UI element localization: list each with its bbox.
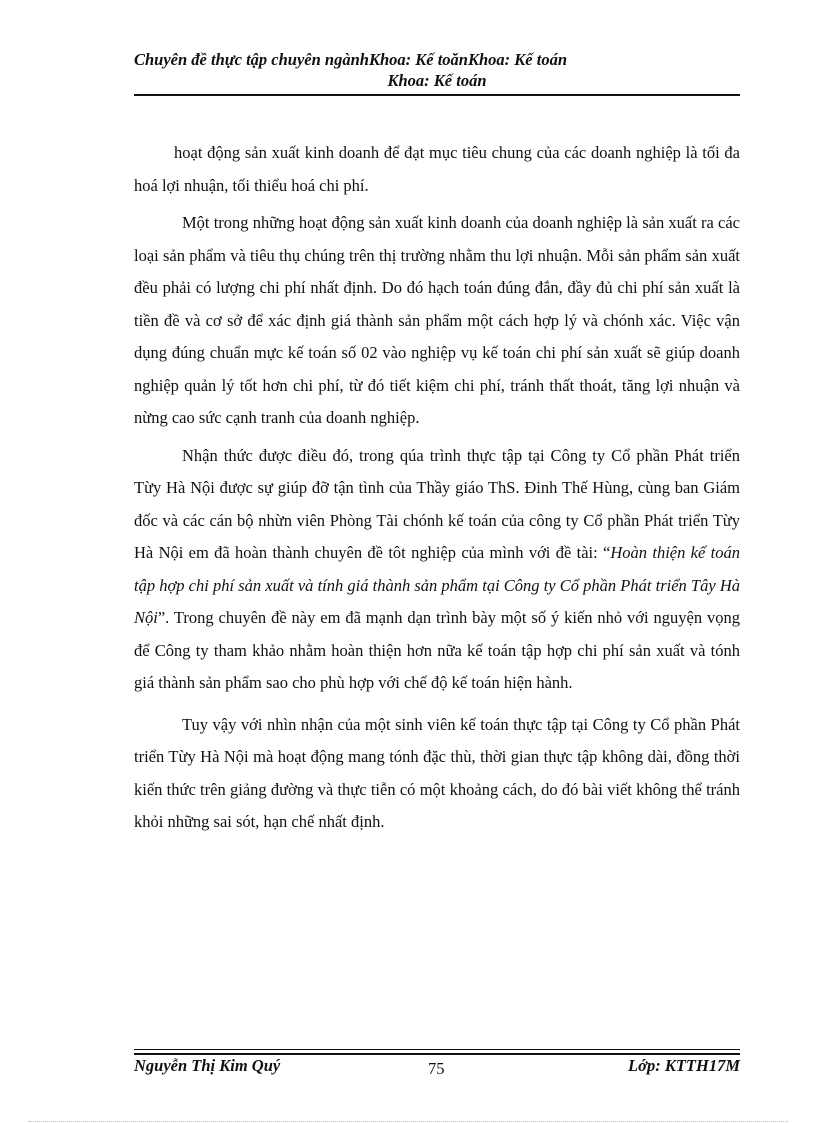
paragraph-3-text-end: ”. Trong chuyên đề này em đã mạnh dạn trình bày một số ý kiến nhỏ với nguyện vọng để Công ty tham khảo nhằm hoàn thiện hơn nữa kế toán tập hợp chi phí sản xuất và tónh giá thành sản phẩm sao cho phù hợp với chế độ kế toán hiện hành. (134, 608, 740, 692)
header-title-line1: Chuyên đề thực tập chuyên ngànhKhoa: Kế toănKhoa: Kế toán (134, 50, 567, 69)
document-body (134, 137, 740, 839)
footer-author: Nguyễn Thị Kim Quý (134, 1056, 281, 1075)
paragraph-1: hoạt động sản xuất kinh doanh để đạt mục tiêu chung của các doanh nghiệp là tối đa hoá lợi nhuận, tối thiểu hoá chi phí. (134, 143, 740, 195)
header-divider (134, 94, 740, 96)
paragraph-2: Một trong những hoạt động sản xuất kinh doanh của doanh nghiệp là sản xuất ra các loại sản phẩm và tiêu thụ chúng trên thị trường nhằm thu lợi nhuận. Mỗi sản phẩm sản xuất đều phải có lượng chi phí nhất định. Do đó hạch toán đúng đắn, đầy đủ chi phí sản xuất là tiền đề và cơ sở để xác định giá thành sản phẩm một cách hợp lý và chónh xác. Việc vận dụng đúng chuẩn mực kế toán số 02 vào nghiệp vụ kế toán chi phí sản xuất sẽ giúp doanh nghiệp quản lý tốt hơn chi phí, từ đó tiết kiệm chi phí, tránh thất thoát, tăng lợi nhuận và nừng cao sức cạnh tranh của doanh nghiệp. (134, 213, 740, 427)
footer-divider-thin (134, 1049, 740, 1050)
header-title-line2: Khoa: Kế toán (387, 71, 487, 90)
page-edge-divider (28, 1121, 788, 1122)
footer-divider-thick (134, 1053, 740, 1055)
paragraph-4: Tuy vậy với nhìn nhận của một sinh viên kế toán thực tập tại Công ty Cổ phần Phát triển Từy Hà Nội mà hoạt động mang tónh đặc thù, thời gian thực tập không dài, đồng thời kiến thức trên giảng đường và thực tiễn có một khoảng cách, do đó bài viết không thể tránh khỏi những sai sót, hạn chế nhất định. (134, 714, 740, 831)
footer-class: Lớp: KTTH17M (628, 1056, 740, 1075)
thesis-title: Hoàn thiện kế toán tập hợp chi phí sản xuất và tính giá thành sản phẩm tại Công ty Cổ phần Phát triển Tây Hà Nội (134, 543, 740, 627)
page-footer (134, 1056, 740, 1078)
paragraph-3-text-start: Nhận thức được điều đó, trong qúa trình thực tập tại Công ty Cổ phần Phát triển Từy Hà Nội được sự giúp đỡ tận tình của Thầy giáo ThS. Đinh Thế Hùng, cùng ban Giám đốc và các cán bộ nhừn viên Phòng Tài chónh kế toán của công ty Cổ phần Phát triển Từy Hà Nội em đã hoàn thành chuyên đề tôt nghiệp của mình với đề tài: “ (134, 445, 740, 562)
page-header (134, 50, 740, 91)
paragraph-3 (134, 440, 740, 700)
page-number: 75 (428, 1059, 445, 1078)
